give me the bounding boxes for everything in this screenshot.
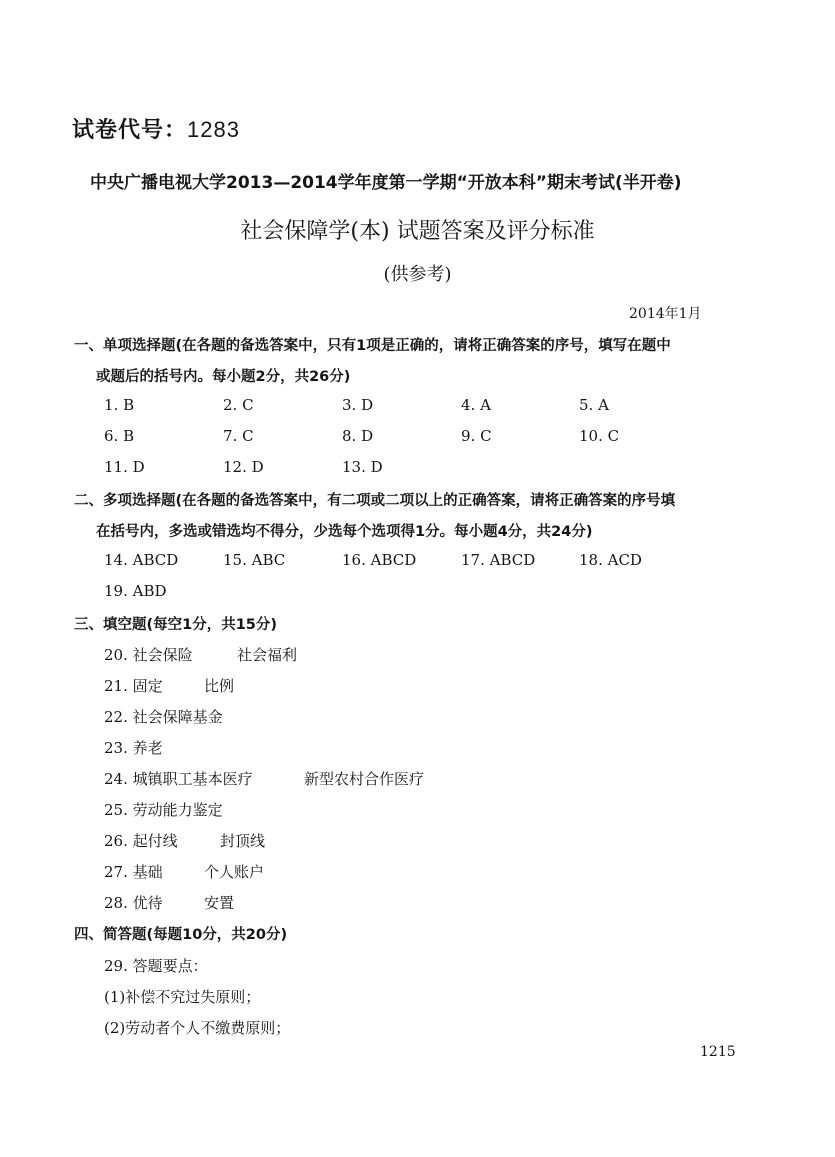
section4-heading: 四、简答题(每题10分，共20分) (74, 927, 288, 943)
short-answer-line: 29. 答题要点： (104, 957, 208, 975)
exam-code-label: 试卷代号： (72, 118, 188, 143)
section1-heading: 一、单项选择题(在各题的备选答案中，只有1项是正确的，请将正确答案的序号，填写在题中 (74, 338, 671, 354)
fill-answer-a: 24. 城镇职工基本医疗 (104, 770, 253, 788)
answer-item: 6. B (104, 427, 135, 445)
fill-answer-row (104, 644, 504, 665)
fill-answer-row (104, 799, 504, 820)
fill-answer-row (104, 861, 504, 882)
fill-answer-b: 社会福利 (237, 646, 298, 664)
fill-answer-row (104, 892, 504, 913)
fill-answer-a: 27. 基础 (104, 863, 163, 881)
fill-answer-row (104, 737, 504, 758)
fill-answer-row (104, 768, 504, 789)
page-subtitle: (供参考) (383, 264, 452, 285)
fill-answer-row (104, 830, 504, 851)
fill-answer-b: 安置 (204, 894, 235, 912)
exam-header: 中央广播电视大学2013—2014学年度第一学期“开放本科”期末考试(半开卷) (90, 173, 682, 193)
answer-item: 9. C (461, 427, 492, 445)
section1-heading-cont: 或题后的括号内。每小题2分，共26分) (96, 369, 351, 385)
fill-answer-row (104, 675, 504, 696)
fill-answer-b: 比例 (204, 677, 235, 695)
fill-answer-a: 25. 劳动能力鉴定 (104, 801, 223, 819)
short-answer-line: (2)劳动者个人不缴费原则； (104, 1019, 291, 1037)
answer-item: 15. ABC (223, 551, 286, 569)
fill-answer-a: 20. 社会保险 (104, 646, 193, 664)
answer-item: 8. D (342, 427, 374, 445)
answer-item: 12. D (223, 458, 264, 476)
fill-answer-a: 28. 优待 (104, 894, 163, 912)
answer-item: 4. A (461, 396, 491, 414)
fill-answer-b: 新型农村合作医疗 (304, 770, 425, 788)
fill-answer-a: 26. 起付线 (104, 832, 178, 850)
page-title: 社会保障学(本) 试题答案及评分标准 (240, 219, 595, 244)
exam-code-value: 1283 (187, 117, 240, 142)
answer-item: 7. C (223, 427, 254, 445)
fill-answer-a: 22. 社会保障基金 (104, 708, 223, 726)
exam-date: 2014年1月 (629, 306, 702, 322)
answer-item: 3. D (342, 396, 374, 414)
exam-code (72, 113, 240, 144)
answer-item: 11. D (104, 458, 145, 476)
section2-heading: 二、多项选择题(在各题的备选答案中，有二项或二项以上的正确答案，请将正确答案的序号填 (74, 493, 676, 509)
answer-item: 2. C (223, 396, 254, 414)
answer-item: 19. ABD (104, 582, 167, 600)
answer-item: 10. C (579, 427, 620, 445)
answer-item: 17. ABCD (461, 551, 536, 569)
page-number: 1215 (700, 1044, 736, 1060)
section3-heading: 三、填空题(每空1分，共15分) (74, 617, 278, 633)
answer-item: 13. D (342, 458, 383, 476)
answer-item: 5. A (579, 396, 609, 414)
section2-heading-cont: 在括号内，多选或错选均不得分，少选每个选项得1分。每小题4分，共24分) (96, 524, 593, 540)
answer-item: 16. ABCD (342, 551, 417, 569)
short-answer-line: (1)补偿不究过失原则； (104, 988, 261, 1006)
fill-answer-b: 个人账户 (204, 863, 265, 881)
fill-answer-row (104, 706, 504, 727)
answer-item: 18. ACD (579, 551, 642, 569)
fill-answer-a: 23. 养老 (104, 739, 163, 757)
fill-answer-a: 21. 固定 (104, 677, 163, 695)
fill-answer-b: 封顶线 (220, 832, 266, 850)
answer-item: 1. B (104, 396, 135, 414)
answer-item: 14. ABCD (104, 551, 179, 569)
